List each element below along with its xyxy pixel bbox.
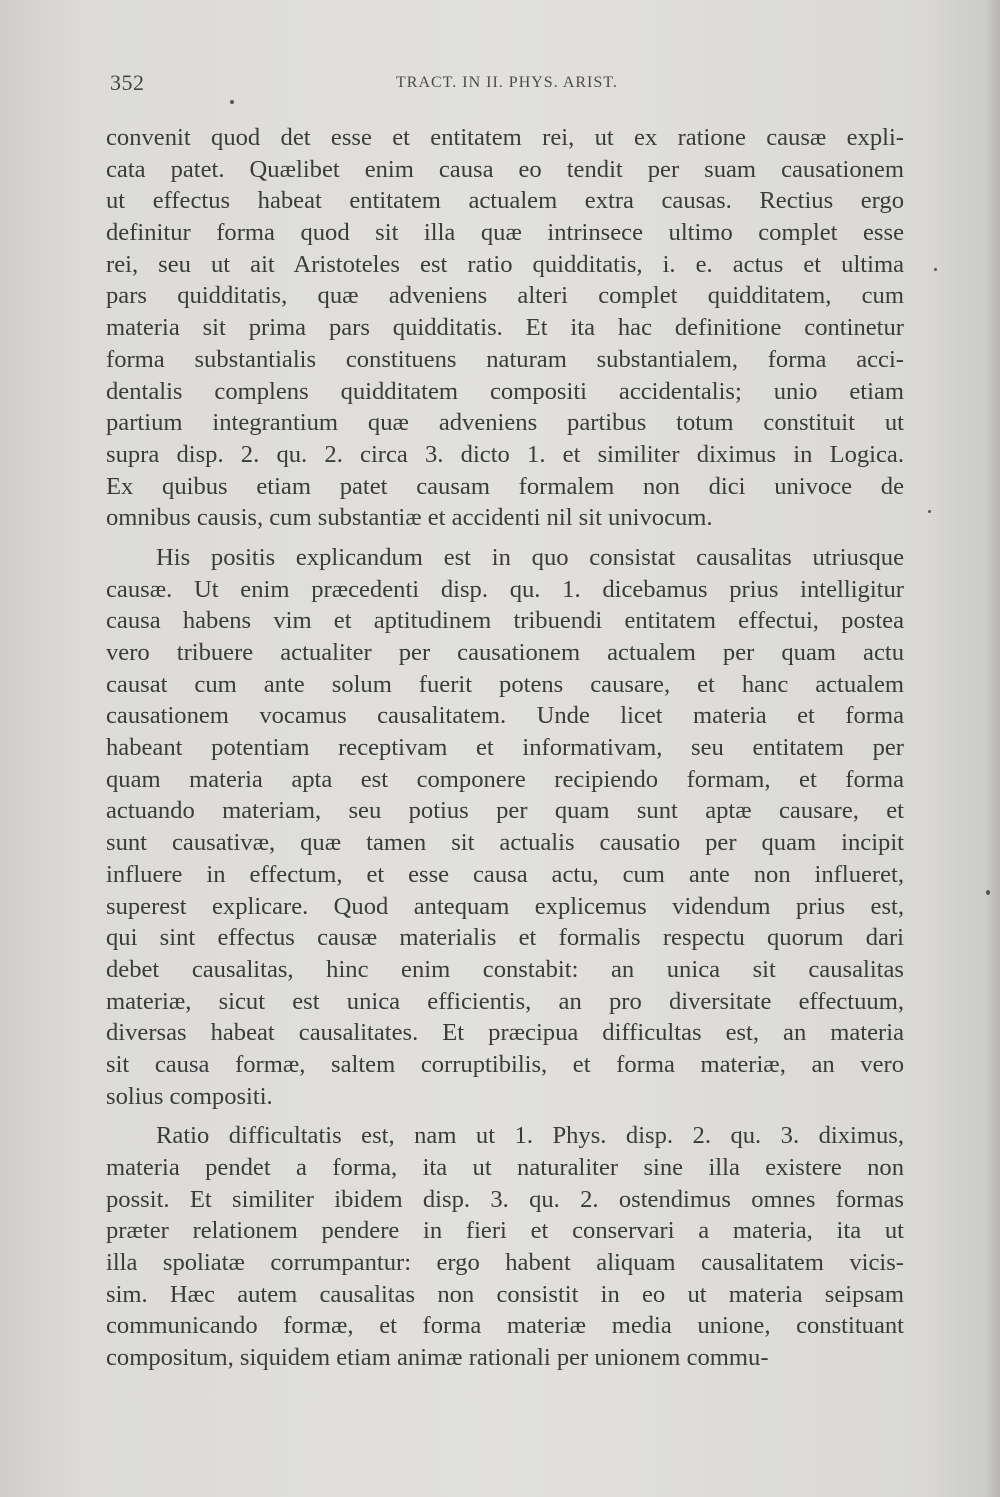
text-line: superest explicare. Quod antequam explicemus videndum prius est, bbox=[106, 892, 904, 920]
text-line: sunt causativæ, quæ tamen sit actualis causatio per quam incipit bbox=[106, 829, 904, 857]
text-line: rei, seu ut ait Aristoteles est ratio quidditatis, i. e. actus et ultima bbox=[106, 250, 904, 278]
paragraph bbox=[106, 1120, 904, 1374]
text-line: ut effectus habeat entitatem actualem extra causas. Rectius ergo bbox=[106, 187, 904, 215]
ink-speck bbox=[230, 100, 234, 104]
paragraph bbox=[106, 122, 904, 534]
page-number: 352 bbox=[110, 70, 145, 95]
text-line: Ex quibus etiam patet causam formalem non dici univoce de bbox=[106, 472, 904, 500]
text-line: actuando materiam, seu potius per quam sunt aptæ causare, et bbox=[106, 797, 904, 825]
paragraph-gap bbox=[106, 1112, 904, 1120]
text-line: definitur forma quod sit illa quæ intrinsece ultimo complet esse bbox=[106, 219, 904, 247]
text-line: præter relationem pendere in fieri et conservari a materia, ita ut bbox=[106, 1217, 904, 1245]
text-line: convenit quod det esse et entitatem rei, ut ex ratione causæ expli- bbox=[106, 124, 904, 151]
running-title: TRACT. IN II. PHYS. ARIST. bbox=[396, 74, 618, 91]
ink-speck bbox=[928, 510, 931, 513]
paragraph-gap bbox=[106, 534, 904, 542]
text-line: supra disp. 2. qu. 2. circa 3. dicto 1. et similiter diximus in Logica. bbox=[106, 440, 904, 468]
text-line: habeant potentiam receptivam et informativam, seu entitatem per bbox=[106, 734, 904, 762]
text-line: diversas habeat causalitates. Et præcipua difficultas est, an materia bbox=[106, 1019, 904, 1047]
text-line: materia pendet a forma, ita ut naturaliter sine illa existere non bbox=[106, 1154, 904, 1181]
body-text bbox=[106, 122, 904, 1374]
text-line: possit. Et similiter ibidem disp. 3. qu. 2. ostendimus omnes formas bbox=[106, 1185, 904, 1213]
text-line: sit causa formæ, saltem corruptibilis, et forma materiæ, an vero bbox=[106, 1050, 904, 1078]
text-line: partium integrantium quæ adveniens partibus totum constituit ut bbox=[106, 409, 904, 437]
text-line: qui sint effectus causæ materialis et formalis respectu quorum dari bbox=[106, 924, 904, 952]
text-line: causæ. Ut enim præcedenti disp. qu. 1. dicebamus prius intelligitur bbox=[106, 575, 904, 603]
text-line: causationem vocamus causalitatem. Unde licet materia et forma bbox=[106, 702, 904, 730]
text-line: causa habens vim et aptitudinem tribuendi entitatem effectui, postea bbox=[106, 607, 904, 635]
text-line: influere in effectum, et esse causa actu, cum ante non influeret, bbox=[106, 860, 904, 888]
text-line: vero tribuere actualiter per causationem actualem per quam actu bbox=[106, 639, 904, 666]
text-line: pars quidditatis, quæ adveniens alteri complet quidditatem, cum bbox=[106, 282, 904, 310]
text-line: causat cum ante solum fuerit potens causare, et hanc actualem bbox=[106, 670, 904, 698]
text-line: cata patet. Quælibet enim causa eo tendit per suam causationem bbox=[106, 155, 904, 183]
paragraph bbox=[106, 542, 904, 1112]
text-line: compositum, siquidem etiam animæ rationali per unionem commu- bbox=[106, 1344, 769, 1372]
text-line: sim. Hæc autem causalitas non consistit in eo ut materia seipsam bbox=[106, 1280, 904, 1308]
text-line: Ratio difficultatis est, nam ut 1. Phys. disp. 2. qu. 3. diximus, bbox=[156, 1122, 904, 1150]
text-line: His positis explicandum est in quo consistat causalitas utriusque bbox=[156, 543, 904, 571]
text-line: illa spoliatæ corrumpantur: ergo habent aliquam causalitatem vicis- bbox=[106, 1249, 904, 1277]
text-line: communicando formæ, et forma materiæ media unione, constituant bbox=[106, 1312, 904, 1340]
ink-speck bbox=[986, 890, 990, 895]
ink-speck bbox=[934, 268, 937, 271]
text-line: materiæ, sicut est unica efficientis, an pro diversitate effectuum, bbox=[106, 987, 904, 1015]
text-line: quam materia apta est componere recipiendo formam, et forma bbox=[106, 765, 904, 793]
text-line: omnibus causis, cum substantiæ et accidenti nil sit univocum. bbox=[106, 504, 713, 532]
text-line: debet causalitas, hinc enim constabit: an unica sit causalitas bbox=[106, 955, 904, 983]
running-head bbox=[108, 64, 898, 104]
text-line: forma substantialis constituens naturam substantialem, forma acci- bbox=[106, 345, 904, 373]
text-line: solius compositi. bbox=[106, 1082, 273, 1110]
text-line: dentalis complens quidditatem compositi accidentalis; unio etiam bbox=[106, 377, 904, 405]
text-line: materia sit prima pars quidditatis. Et ita hac definitione continetur bbox=[106, 314, 904, 342]
